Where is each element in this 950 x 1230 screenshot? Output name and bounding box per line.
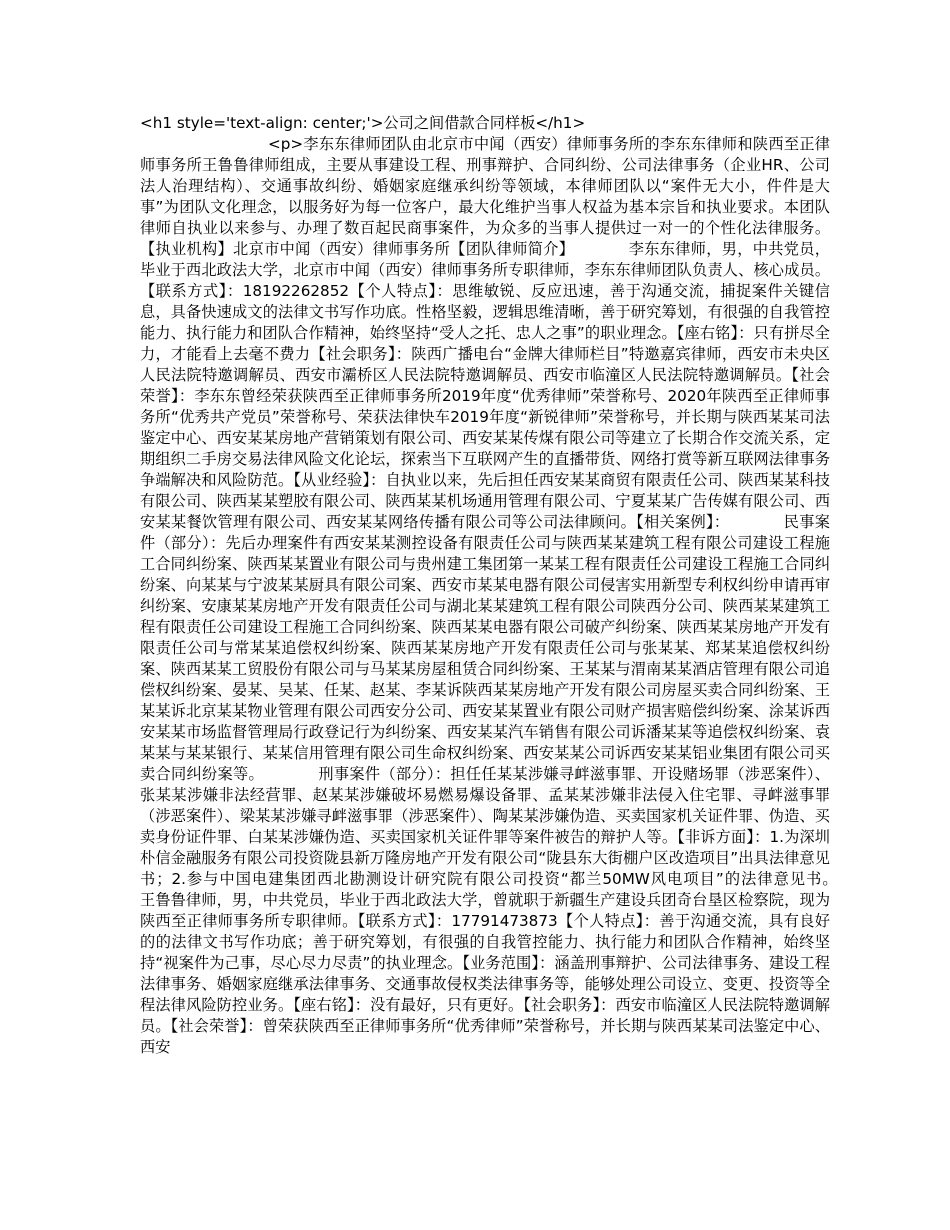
document-body-paragraph: <p>李东东律师团队由北京市中闻（西安）律师事务所的李东东律师和陕西至正律师事务所王鲁鲁律师组成，主要从事建设工程、刑事辩护、合同纠纷、公司法律事务（企业HR、公司法人治理结构）、交通事故纠纷、婚姻家庭继承纠纷等领域，本律师团队以“案件无大小，件件是大事”为团队文化理念，以服务好为每一位客户，最大化维护当事人权益为基本宗旨和执业要求。本团队律师自执业以来参与、办理了数百起民商事案件，为众多的当事人提供过一对一的个性化法律服务。【执业机构】北京市中闻（西安）律师事务所【团队律师简介】 李东东律师，男，中共党员，毕业于西北政法大学，北京市中闻（西安）律师事务所专职律师，李东东律师团队负责人、核心成员。【联系方式】：18192262852【个人特点】：思维敏锐、反应迅速，善于沟通交流，捕捉案件关键信息，具备快速成文的法律文书写作功底。性格坚毅，逻辑思维清晰，善于研究筹划，有很强的自我管控能力、执行能力和团队合作精神，始终坚持“受人之托、忠人之事”的职业理念。【座右铭】：只有拼尽全力，才能看上去毫不费力【社会职务】：陕西广播电台“金牌大律师栏目”特邀嘉宾律师，西安市未央区人民法院特邀调解员、西安市灞桥区人民法院特邀调解员、西安市临潼区人民法院特邀调解员。【社会荣誉】：李东东曾经荣获陕西至正律师事务所2019年度“优秀律师”荣誉称号、2020年陕西至正律师事务所“优秀共产党员”荣誉称号、荣获法律快车2019年度“新锐律师”荣誉称号，并长期与陕西某某司法鉴定中心、西安某某房地产营销策划有限公司、西安某某传煤有限公司等建立了长期合作交流关系，定期组织二手房交易法律风险文化论坛，探索当下互联网产生的直播带货、网络打赏等新互联网法律事务争端解决和风险防范。【从业经验】：自执业以来，先后担任西安某某商贸有限责任公司、陕西某某科技有限公司、陕西某某塑胶有限公司、陕西某某机场通用管理有限公司、宁夏某某广告传媒有限公司、西安某某餐饮管理有限公司、西安某某网络传播有限公司等公司法律顾问。【相关案例】： 民事案件（部分）：先后办理案件有西安某某测控设备有限责任公司与陕西某某建筑工程有限公司建设工程施工合同纠纷案、陕西某某置业有限公司与贵州建工集团第一某某工程有限责任公司建设工程施工合同纠纷案、向某某与宁波某某厨具有限公司案、西安市某某电器有限公司侵害实用新型专利权纠纷申请再审纠纷案、安康某某房地产开发有限责任公司与湖北某某建筑工程有限公司陕西分公司、陕西某某建筑工程有限责任公司建设工程施工合同纠纷案、陕西某某电器有限公司破产纠纷案、陕西某某房地产开发有限责任公司与常某某追偿权纠纷案、陕西某某房地产开发有限责任公司与张某某、郑某某追偿权纠纷案、陕西某某工贸股份有限公司与马某某房屋租赁合同纠纷案、王某某与渭南某某酒店管理有限公司追偿权纠纷案、晏某、吴某、任某、赵某、李某诉陕西某某房地产开发有限公司房屋买卖合同纠纷案、王某某诉北京某某物业管理有限公司西安分公司、西安某某置业有限公司财产损害赔偿纠纷案、涂某诉西安某某市场监督管理局行政登记行为纠纷案、西安某某汽车销售有限公司诉潘某某等追偿权纠纷案、袁某某与某某银行、某某信用管理有限公司生命权纠纷案、西安某某公司诉西安某某铝业集团有限公司买卖合同纠纷案等。 刑事案件（部分）：担任任某某涉嫌寻衅滋事罪、开设赌场罪（涉恶案件）、张某某涉嫌非法经营罪、赵某某涉嫌破坏易燃易爆设备罪、孟某某涉嫌非法侵入住宅罪、寻衅滋事罪（涉恶案件）、梁某某涉嫌寻衅滋事罪（涉恶案件）、陶某某涉嫌伪造、买卖国家机关证件罪、伪造、买卖身份证件罪、白某某涉嫌伪造、买卖国家机关证件罪等案件被告的辩护人等。【非诉方面】：1.为深圳朴信金融服务有限公司投资陇县新万隆房地产开发有限公司“陇县东大街棚户区改造项目”出具法律意见书；2.参与中国电建集团西北勘测设计研究院有限公司投资“都兰50MW风电项目”的法律意见书。 王鲁鲁律师，男，中共党员，毕业于西北政法大学，曾就职于新疆生产建设兵团奇台垦区检察院，现为陕西至正律师事务所专职律师。【联系方式】：17791473873【个人特点】：善于沟通交流，具有良好的的法律文书写作功底；善于研究筹划，有很强的自我管控能力、执行能力和团队合作精神，始终坚持“视案件为己事，尽心尽力尽责”的执业理念。【业务范围】：涵盖刑事辩护、公司法律事务、建设工程法律事务、婚姻家庭继承法律事务、交通事故侵权类法律事务等，能够处理公司设立、变更、投资等全程法律风险防控业务。【座右铭】：没有最好，只有更好。【社会职务】：西安市临潼区人民法院特邀调解员。【社会荣誉】：曾荣获陕西至正律师事务所“优秀律师”荣誉称号，并长期与陕西某某司法鉴定中心、西安	[140, 135, 891, 1056]
document-title-line: <h1 style='text-align: center;'>公司之间借款合同样板</h1>	[140, 114, 586, 132]
document-page	[140, 113, 891, 1058]
